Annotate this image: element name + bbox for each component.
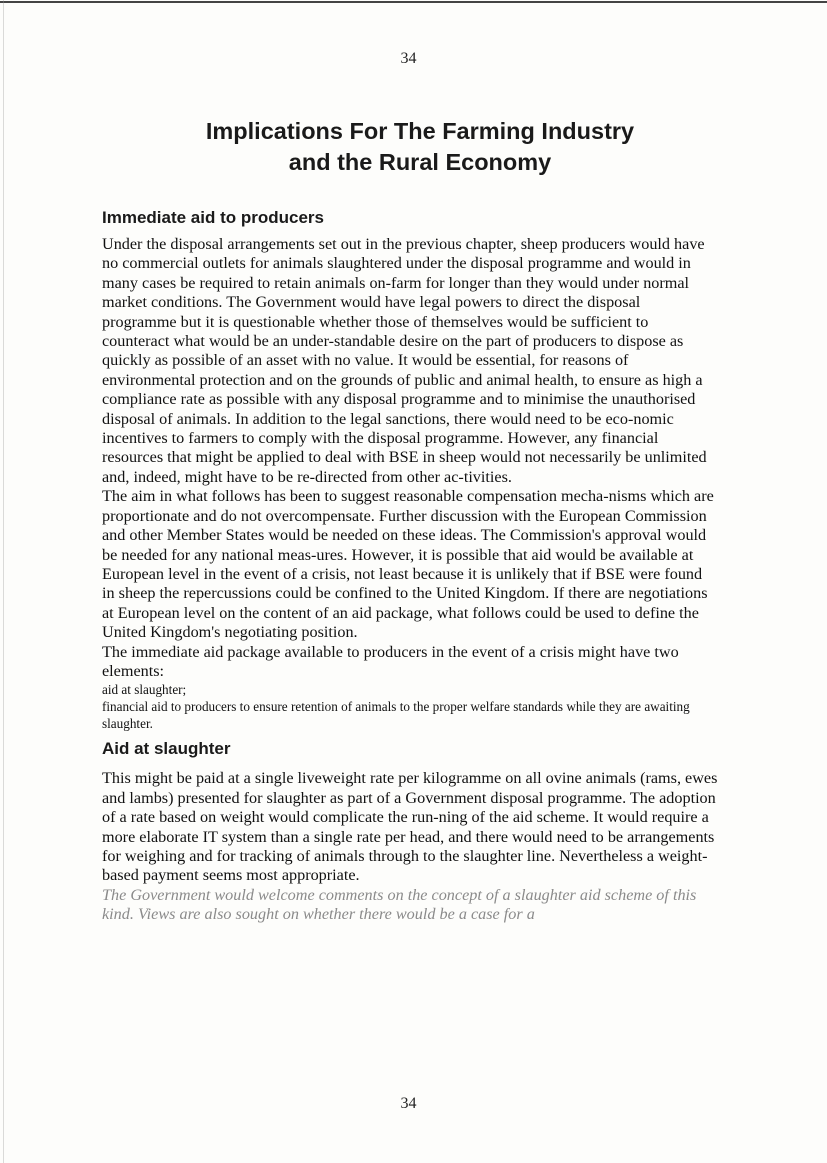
- document-body: [102, 207, 718, 925]
- page-number-bottom: 34: [400, 1095, 417, 1112]
- paragraph: The immediate aid package available to producers in the event of a crisis might have two elements:: [102, 642, 679, 680]
- page-number-top: 34: [400, 50, 417, 67]
- title-line-1: Implications For The Farming Industry: [205, 118, 635, 144]
- left-margin-line: [3, 0, 4, 1163]
- section-heading-aid-at-slaughter: Aid at slaughter: [102, 739, 231, 759]
- section-heading-immediate-aid: Immediate aid to producers: [102, 208, 324, 227]
- paragraph: Under the disposal arrangements set out in the previous chapter, sheep producers would have no commercial outlets for animals slaughtered under the disposal programme and would in many cases be required to retain animals on-farm for longer than they would under normal market conditions. The Government would have legal powers to direct the disposal programme but it is questionable whether those of themselves would be sufficient to counteract what would be an under-standable desire on the part of producers to dispose as quickly as possible of an asset with no value. It would be essential, for reasons of environmental protection and on the grounds of public and animal health, to ensure as high a compliance rate as possible with any disposal programme and to minimise the unauthorised disposal of animals. In addition to the legal sanctions, there would need to be eco-nomic incentives to farmers to comply with the disposal programme. However, any financial resources that might be applied to deal with BSE in sheep would not necessarily be unlimited and, indeed, might have to be re-directed from other ac-tivities.: [102, 235, 707, 486]
- paragraph: This might be paid at a single liveweight rate per kilogramme on all ovine animals (rams, ewes and lambs) presented for slaughter as part of a Government disposal programme. The adoption of a rate based on weight would complicate the run-ning of the aid scheme. It would require a more elaborate IT system than a single rate per head, and there would need to be arrangements for weighing and for tracking of animals through to the slaughter line. Nevertheless a weight-based payment seems most appropriate.: [102, 769, 718, 885]
- title-line-2: and the Rural Economy: [288, 149, 552, 175]
- top-border-rule: [0, 1, 827, 3]
- aid-elements-list: [102, 681, 718, 732]
- page-title: [120, 116, 720, 178]
- paragraph: The aim in what follows has been to suggest reasonable compensation mecha-nisms which are proportionate and do not overcompensate. Further discussion with the European Commission and other Member States would be needed on these ideas. The Commission's approval would be needed for any national meas-ures. However, it is possible that aid would be available at European level in the event of a crisis, not least because it is unlikely that if BSE were found in sheep the repercussions could be confined to the United Kingdom. If there are negotiations at European level on the content of an aid package, what follows could be used to define the United Kingdom's negotiating position.: [102, 487, 714, 642]
- consultation-note: The Government would welcome comments on the concept of a slaughter aid scheme of this kind. Views are also sought on whether there would be a case for a: [102, 885, 697, 924]
- list-item: aid at slaughter;: [102, 682, 187, 698]
- list-item: financial aid to producers to ensure retention of animals to the proper welfare standards while they are awaiting slaughter.: [102, 699, 690, 732]
